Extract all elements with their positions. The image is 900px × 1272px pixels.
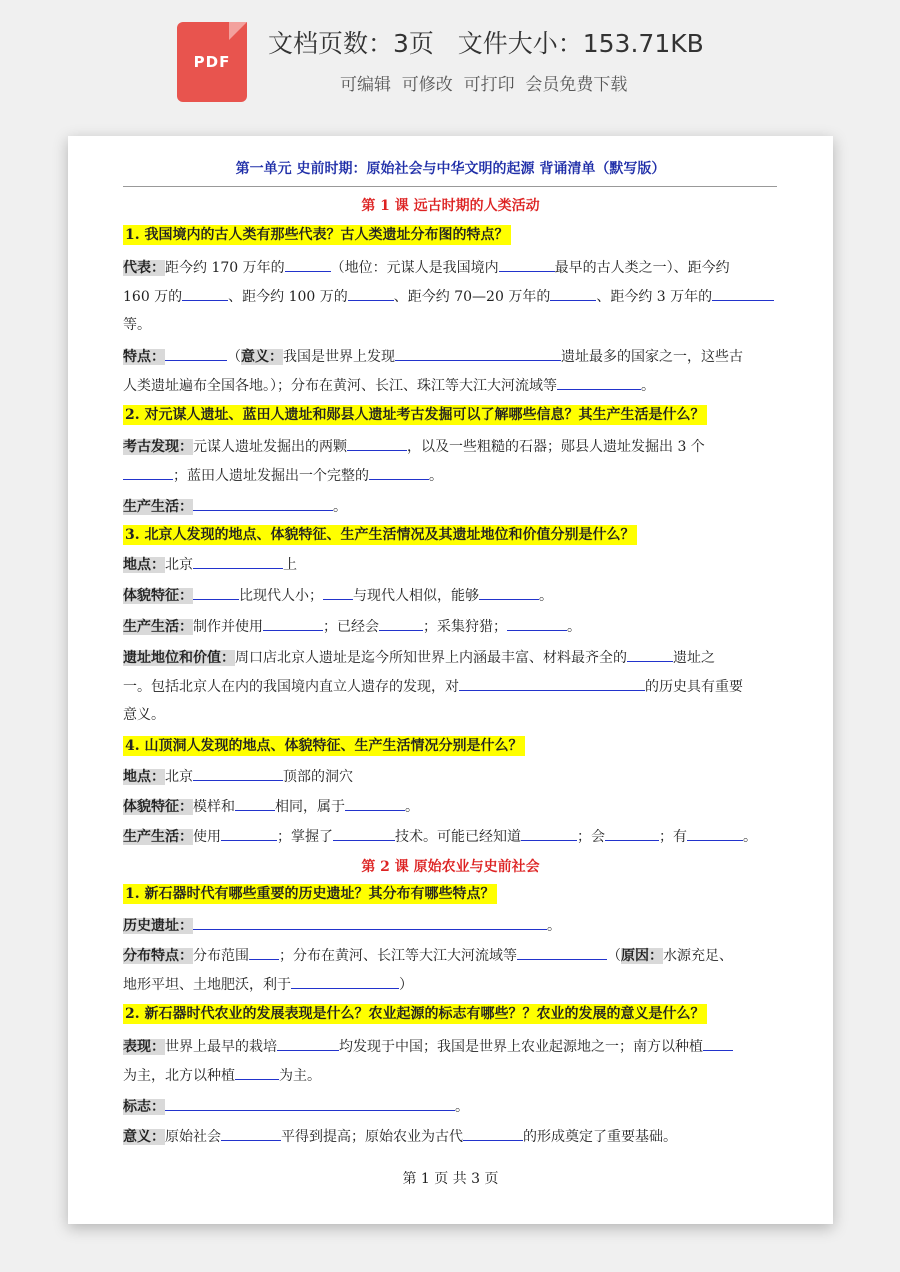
text: 地形平坦、土地肥沃，利于	[123, 977, 291, 993]
text: ；分布在黄河、长江等大江大河流域等	[279, 948, 517, 964]
answer-line	[123, 585, 553, 606]
blank	[712, 286, 774, 301]
blank	[263, 616, 323, 631]
blank	[193, 496, 333, 511]
label: 生产生活：	[123, 619, 193, 635]
blank	[249, 945, 279, 960]
blank	[347, 436, 407, 451]
text: ；会	[577, 829, 605, 845]
label: 意义：	[241, 349, 283, 365]
blank	[333, 826, 395, 841]
label: 历史遗址：	[123, 918, 193, 934]
text: 。	[405, 799, 419, 815]
question-text: 1. 新石器时代有哪些重要的历史遗址？其分布有哪些特点？	[125, 886, 495, 902]
text: 。	[743, 829, 757, 845]
blank	[277, 1036, 339, 1051]
blank	[323, 585, 353, 600]
question-text: 2. 对元谋人遗址、蓝田人遗址和郧县人遗址考古发掘可以了解哪些信息？其生产生活是什么？	[125, 407, 705, 423]
text: 平得到提高；原始农业为古代	[281, 1129, 463, 1145]
file-info: 文档页数：3页 文件大小：153.71KB	[268, 29, 704, 58]
question-text: 2. 新石器时代农业的发展表现是什么？农业起源的标志有哪些？？农业的发展的意义是什么？	[125, 1006, 705, 1022]
label: 分布特点：	[123, 948, 193, 964]
question-text: 1. 我国境内的古人类有那些代表？古人类遗址分布图的特点？	[125, 227, 509, 243]
text: 我国是世界上发现	[283, 349, 395, 365]
text: 顶部的洞穴	[283, 769, 353, 785]
text: 、距今约 3 万年的	[596, 289, 713, 305]
text: 的历史具有重要	[645, 679, 743, 695]
label: 地点：	[123, 769, 165, 785]
pdf-file-icon	[177, 22, 247, 102]
text: 距今约 170 万年的	[165, 260, 285, 276]
blank	[687, 826, 743, 841]
answer-line	[123, 974, 413, 995]
blank	[193, 915, 547, 930]
text: 为主。	[279, 1068, 321, 1084]
text: 与现代人相似，能够	[353, 588, 479, 604]
answer-line	[123, 766, 353, 787]
text: 。	[333, 499, 347, 515]
blank	[123, 465, 173, 480]
text: （	[227, 349, 241, 365]
blank	[463, 1126, 523, 1141]
answer-line	[123, 826, 757, 847]
text: 北京	[165, 557, 193, 573]
label: 标志：	[123, 1099, 165, 1115]
answer-line	[123, 346, 743, 367]
question	[123, 1004, 707, 1024]
blank	[165, 346, 227, 361]
blank	[291, 974, 399, 989]
text: 、距今约 70—20 万年的	[393, 289, 551, 305]
label: 考古发现：	[123, 439, 193, 455]
text: 。	[641, 378, 655, 394]
answer-line	[123, 1096, 469, 1117]
blank	[182, 286, 228, 301]
text: 技术。可能已经知道	[395, 829, 521, 845]
blank	[235, 1065, 279, 1080]
blank	[348, 286, 394, 301]
text: ；采集狩猎；	[423, 619, 507, 635]
text: 比现代人小；	[239, 588, 323, 604]
blank	[499, 257, 555, 272]
blank	[507, 616, 567, 631]
question-text: 3. 北京人发现的地点、体貌特征、生产生活情况及其遗址地位和价值分别是什么？	[125, 527, 635, 543]
blank	[345, 796, 405, 811]
text: 均发现于中国；我国是世界上农业起源地之一；南方以种植	[339, 1039, 703, 1055]
text: ；蓝田人遗址发掘出一个完整的	[173, 468, 369, 484]
document-title: 第一单元 史前时期：原始社会与中华文明的起源 背诵清单（默写版）	[235, 161, 666, 177]
text: 为主，北方以种植	[123, 1068, 235, 1084]
text: ；掌握了	[277, 829, 333, 845]
text: 。	[547, 918, 561, 934]
lesson-1-title: 第 1 课 远古时期的人类活动	[361, 198, 540, 214]
question	[123, 884, 497, 904]
text: 上	[283, 557, 297, 573]
label: 遗址地位和价值：	[123, 650, 235, 666]
text: 。	[455, 1099, 469, 1115]
answer-line	[123, 257, 730, 278]
text: 160 万的	[123, 289, 183, 305]
answer-line	[123, 496, 347, 517]
text: 。	[567, 619, 581, 635]
answer-line	[123, 1036, 733, 1057]
blank	[193, 766, 283, 781]
blank	[221, 1126, 281, 1141]
file-features: 可编辑 可修改 可打印 会员免费下载	[340, 75, 628, 95]
question	[123, 736, 525, 756]
text: ）	[399, 977, 413, 993]
answer-line	[123, 676, 743, 697]
blank	[165, 1096, 455, 1111]
blank	[459, 676, 645, 691]
answer-line: 意义。	[123, 707, 165, 723]
text: 模样和	[193, 799, 235, 815]
answer-line	[123, 554, 297, 575]
text: 一。包括北京人在内的我国境内直立人遗存的发现，对	[123, 679, 459, 695]
text: 世界上最早的栽培	[165, 1039, 277, 1055]
blank	[479, 585, 539, 600]
answer-line	[123, 915, 561, 936]
lesson-2-title: 第 2 课 原始农业与史前社会	[361, 859, 540, 875]
text: 的形成奠定了重要基础。	[523, 1129, 677, 1145]
blank	[369, 465, 429, 480]
answer-line	[123, 945, 733, 966]
answer-line	[123, 1065, 321, 1086]
answer-line: 等。	[123, 317, 151, 333]
blank	[395, 346, 561, 361]
text: 水源充足、	[663, 948, 733, 964]
text: 人类遗址遍布全国各地。）；分布在黄河、长江、珠江等大江大河流域等	[123, 378, 557, 394]
document-page	[68, 136, 833, 1224]
blank	[521, 826, 577, 841]
text: （	[607, 948, 621, 964]
title-divider	[123, 186, 777, 187]
blank	[703, 1036, 733, 1051]
label: 体貌特征：	[123, 799, 193, 815]
text: ，以及一些粗糙的石器；郧县人遗址发掘出 3 个	[407, 439, 705, 455]
text: 原始社会	[165, 1129, 221, 1145]
blank	[193, 554, 283, 569]
text: 最早的古人类之一）、距今约	[554, 260, 730, 276]
text: ；有	[659, 829, 687, 845]
text: 。	[539, 588, 553, 604]
blank	[550, 286, 596, 301]
answer-line	[123, 616, 581, 637]
text: 、距今约 100 万的	[228, 289, 348, 305]
label: 代表：	[123, 260, 165, 276]
text: 分布范围	[193, 948, 249, 964]
answer-line	[123, 796, 419, 817]
text: 制作并使用	[193, 619, 263, 635]
text: （地位：元谋人是我国境内	[330, 260, 499, 276]
blank	[627, 647, 673, 662]
text: 元谋人遗址发掘出的两颗	[193, 439, 347, 455]
question-text: 4. 山顶洞人发现的地点、体貌特征、生产生活情况分别是什么？	[125, 738, 523, 754]
label: 地点：	[123, 557, 165, 573]
blank	[517, 945, 607, 960]
page-number: 第 1 页 共 3 页	[402, 1171, 499, 1187]
question	[123, 405, 707, 425]
text: 使用	[193, 829, 221, 845]
blank	[193, 585, 239, 600]
blank	[221, 826, 277, 841]
text: 。	[429, 468, 443, 484]
blank	[605, 826, 659, 841]
label: 体貌特征：	[123, 588, 193, 604]
answer-line	[123, 465, 443, 486]
blank	[235, 796, 275, 811]
blank	[557, 375, 641, 390]
text: ；已经会	[323, 619, 379, 635]
label: 原因：	[621, 948, 663, 964]
question	[123, 225, 511, 245]
header	[0, 0, 900, 125]
text: 遗址之	[673, 650, 715, 666]
label: 生产生活：	[123, 499, 193, 515]
label: 表现：	[123, 1039, 165, 1055]
answer-line	[123, 1126, 677, 1147]
blank	[285, 257, 331, 272]
answer-line	[123, 647, 715, 668]
text: 北京	[165, 769, 193, 785]
answer-line	[123, 375, 655, 396]
text: 相同，属于	[275, 799, 345, 815]
blank	[379, 616, 423, 631]
question	[123, 525, 637, 545]
text: 遗址最多的国家之一，这些古	[561, 349, 743, 365]
label: 特点：	[123, 349, 165, 365]
pdf-icon-label: PDF	[193, 53, 231, 71]
answer-line	[123, 286, 774, 307]
label: 生产生活：	[123, 829, 193, 845]
label: 意义：	[123, 1129, 165, 1145]
text: 周口店北京人遗址是迄今所知世界上内涵最丰富、材料最齐全的	[235, 650, 627, 666]
answer-line	[123, 436, 705, 457]
